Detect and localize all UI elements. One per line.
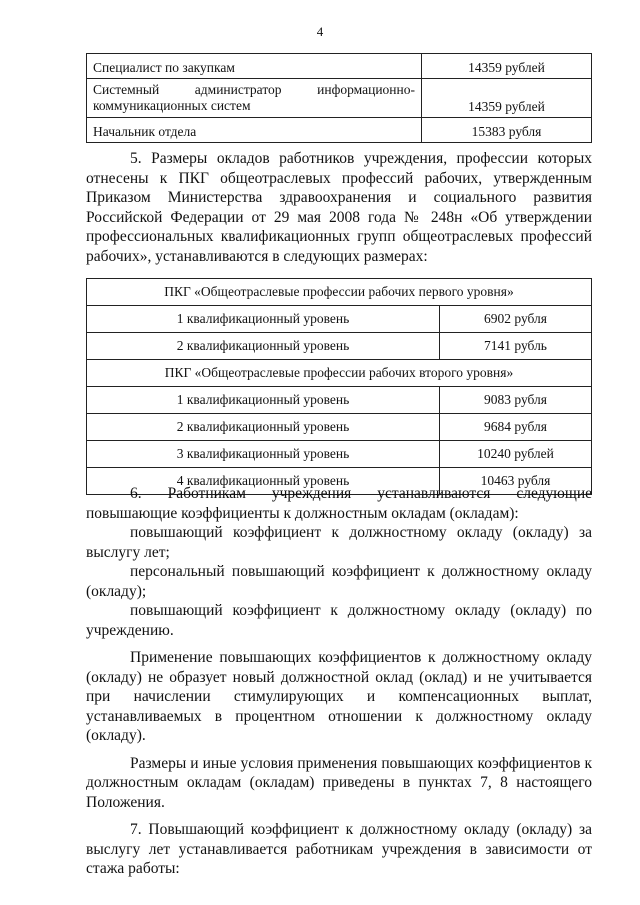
table-row [87,387,592,414]
section-6-paragraph-2: Размеры и иные условия применения повышающих коэффициентов к должностным окладам (окладам) приведены в пунктах 7, 8 настоящего Положения. [86,754,592,811]
group-header: ПКГ «Общеотраслевые профессии рабочих второго уровня» [87,360,592,387]
section-6-7 [86,484,592,879]
positions-salary-table [86,53,592,143]
salary-value: 14359 рублей [422,54,592,79]
salary-value: 7141 рубль [440,333,592,360]
table-row [87,441,592,468]
position-name [87,79,422,118]
table-row [87,118,592,143]
group-header-row [87,279,592,306]
group-header: ПКГ «Общеотраслевые профессии рабочих первого уровня» [87,279,592,306]
position-name: Специалист по закупкам [87,54,422,79]
section-7-text: 7. Повышающий коэффициент к должностному окладу (окладу) за выслугу лет устанавливается работникам учреждения в зависимости от стажа работы: [86,821,592,877]
salary-value: 6902 рубля [440,306,592,333]
salary-value: 15383 рубля [422,118,592,143]
qualification-level: 2 квалификационный уровень [87,414,440,441]
section-6-item-2: персональный повышающий коэффициент к должностному окладу (окладу); [86,563,592,600]
table-row [87,306,592,333]
section-5 [86,149,592,266]
position-name: Начальник отдела [87,118,422,143]
salary-value: 9083 рубля [440,387,592,414]
salary-value: 10240 рублей [440,441,592,468]
salary-value: 14359 рублей [422,79,592,118]
group-header-row [87,360,592,387]
salary-value: 10463 рубля [440,468,592,495]
page-number: 4 [316,24,324,39]
qualification-level: 3 квалификационный уровень [87,441,440,468]
table-row [87,333,592,360]
section-6-item-1: повышающий коэффициент к должностному окладу (окладу) за выслугу лет; [86,524,592,561]
workers-salary-table [86,278,592,495]
table-row [87,79,592,118]
section-5-text: 5. Размеры окладов работников учреждения, профессии которых отнесены к ПКГ общеотраслевых профессий рабочих, утвержденным Приказом Министерства здравоохранения и социального развития Российской Федерации от 29 мая 2008 года № 248н «Об утверждении профессиональных квалификационных групп общеотраслевых профессий рабочих», устанавливаются в следующих размерах: [86,150,592,265]
section-6-paragraph-1: Применение повышающих коэффициентов к должностному окладу (окладу) не образует новый должностной оклад (оклад) и не учитывается при начислении стимулирующих и компенсационных выплат, устанавливаемых в процентном отношении к должностному окладу (окладу). [86,649,592,744]
section-6-item-3: повышающий коэффициент к должностному окладу (окладу) по учреждению. [86,602,592,639]
qualification-level: 1 квалификационный уровень [87,387,440,414]
table-row [87,414,592,441]
position-name-text: Системный администратор информационно-коммуникационных систем [93,82,415,113]
salary-value: 9684 рубля [440,414,592,441]
qualification-level: 4 квалификационный уровень [87,468,440,495]
table-row [87,54,592,79]
qualification-level: 2 квалификационный уровень [87,333,440,360]
section-6-intro: 6. Работникам учреждения устанавливаются следующие повышающие коэффициенты к должностным окладам (окладам): [86,485,592,522]
qualification-level: 1 квалификационный уровень [87,306,440,333]
